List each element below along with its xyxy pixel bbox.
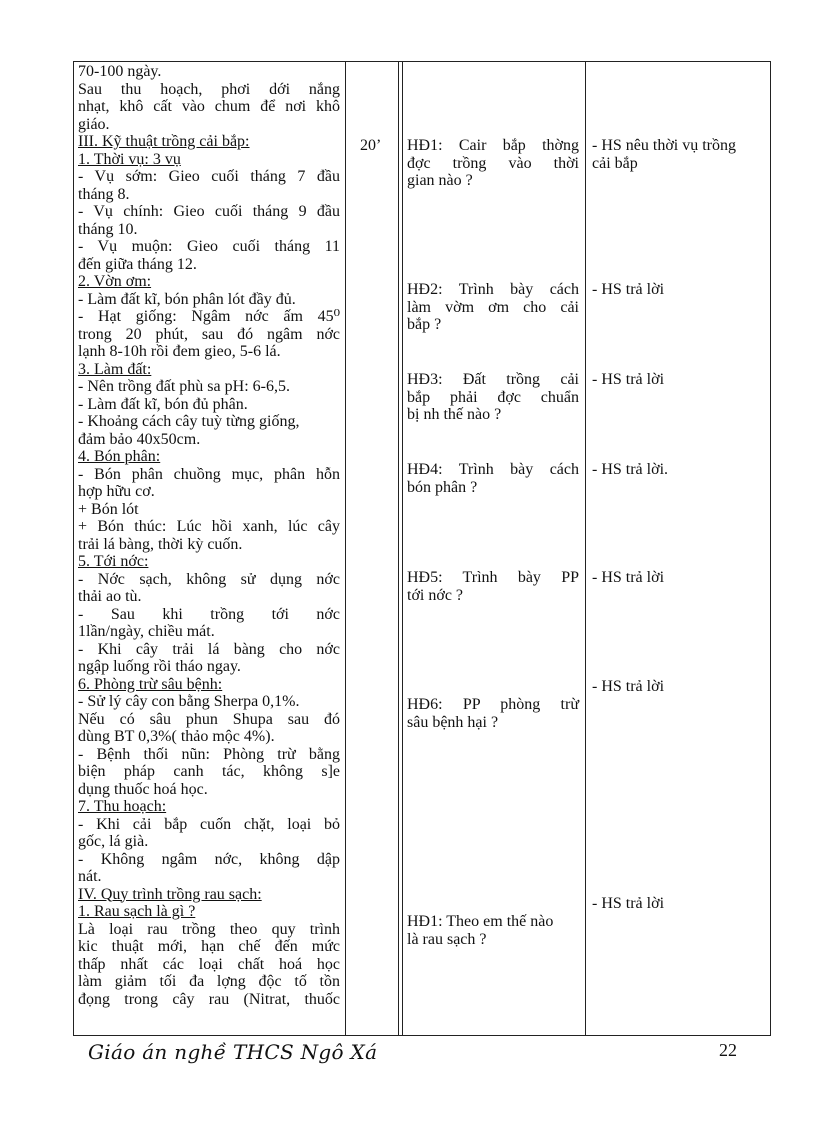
text-line: 1lần/ngày, chiều mát. [78,623,215,640]
section-heading: 1. Rau sạch là gì ? [78,903,196,920]
text-line: đảm bảo 40x50cm. [78,430,201,448]
text-line: 70-100 ngày. [78,63,162,80]
text-line: + Bón lót [78,500,139,518]
teacher-activity-1: HĐ1: Cair bắp thờng đợc trồng vào thời gian nào ? [407,137,579,189]
section-heading: 1. Thời vụ: 3 vụ [78,150,181,168]
text-line: giáo. [78,115,110,133]
text-line: kic thuật mới, hạn chế đến mức [78,938,340,955]
text-line: tháng 8. [78,185,130,203]
section-heading: 7. Thu hoạch: [78,798,167,815]
section-heading: III. Kỹ thuật trồng cải bắp: [78,133,250,150]
teacher-activity-2: HĐ2: Trình bày cách làm vờm ơm cho cải bắp ? [407,281,579,333]
column-divider [345,61,346,1036]
text-line: - Sau khi trồng tới nớc [78,605,340,623]
text-line: - Bệnh thối nũn: Phòng trừ bằng [78,745,340,763]
student-activity-4: - HS trả lời. [592,461,669,478]
text-line: - Không ngâm nớc, không dập [78,850,340,868]
teacher-activity-4: HĐ4: Trình bày cách bón phân ? [407,461,579,496]
text-line: lạnh 8-10h rồi đem gieo, 5-6 lá. [78,343,281,360]
text-line: trải lá bàng, thời kỳ cuốn. [78,535,243,553]
text-line: dụng thuốc hoá học. [78,780,208,798]
text-line: tháng 10. [78,220,138,238]
text-line: - Bón phân chuồng mục, phân hỗn [78,465,340,483]
text-line: - Hạt giống: Ngâm nớc ấm 45⁰ [78,308,340,325]
text-line: - Khoảng cách cây tuỳ từng giống, [78,413,300,430]
text-line: - Khi cải bắp cuốn chặt, loại bỏ [78,815,340,833]
column-divider [398,61,399,1036]
text-line: nát. [78,868,102,885]
column-divider [402,61,403,1036]
student-activity-3: - HS trả lời [592,371,665,388]
text-line: nhạt, khô cất vào chum để nơi khô [78,98,340,115]
teacher-activity-5: HĐ5: Trình bày PP tới nớc ? [407,569,579,604]
text-line: thải ao tù. [78,588,142,605]
content-column [78,63,340,1033]
text-line: - Làm đất kĩ, bón đủ phân. [78,395,248,413]
text-line: thấp nhất các loại chất hoá học [78,955,340,973]
section-heading: 6. Phòng trừ sâu bệnh: [78,675,223,693]
text-line: - Sử lý cây con bằng Sherpa 0,1%. [78,693,300,710]
text-line: - Khi cây trải lá bàng cho nớc [78,640,340,658]
time-label: 20’ [360,137,382,154]
teacher-activity-7: HĐ1: Theo em thế nào là rau sạch ? [407,913,554,948]
student-activity-2: - HS trả lời [592,281,665,298]
column-divider [585,61,586,1036]
text-line: - Vụ muộn: Gieo cuối tháng 11 [78,238,340,255]
text-line: gốc, lá già. [78,833,149,850]
text-line: - Làm đất kĩ, bón phân lót đầy đủ. [78,290,296,308]
teacher-activity-3: HĐ3: Đất trồng cải bắp phải đợc chuẩn bị nh thế nào ? [407,371,579,423]
text-line: dùng BT 0,3%( thảo mộc 4%). [78,728,275,745]
student-activity-5: - HS trả lời [592,569,665,586]
section-heading: 3. Làm đất: [78,360,152,378]
text-line: Là loại rau trồng theo quy trình [78,920,340,938]
text-line: - Nớc sạch, không sử dụng nớc [78,570,340,588]
text-line: hợp hữu cơ. [78,483,155,500]
page-number: 22 [719,1040,737,1060]
section-heading: 4. Bón phân: [78,448,161,465]
text-line: làm giảm tối đa lợng độc tố tồn [78,973,340,990]
text-line: - Vụ chính: Gieo cuối tháng 9 đầu [78,203,340,220]
text-line: đến giữa tháng 12. [78,255,197,273]
text-line: - Vụ sớm: Gieo cuối tháng 7 đầu [78,168,340,185]
text-line: biện pháp canh tác, không s]e [78,763,340,780]
footer-title: Giáo án nghề THCS Ngô Xá [88,1040,378,1064]
text-line: ngập luống rồi tháo ngay. [78,658,241,675]
student-activity-1: - HS nêu thời vụ trồng cải bắp [592,137,737,172]
student-activity-6: - HS trả lời [592,678,665,695]
text-line: + Bón thúc: Lúc hồi xanh, lúc cây [78,518,340,535]
text-line: trong 20 phút, sau đó ngâm nớc [78,325,340,343]
text-line: đọng trong cây rau (Nitrat, thuốc [78,990,340,1008]
text-line: Nếu có sâu phun Shupa sau đó [78,710,340,728]
section-heading: 5. Tới nớc: [78,553,149,570]
text-line: Sau thu hoạch, phơi dới nắng [78,80,340,98]
section-heading: IV. Quy trình trồng rau sạch: [78,885,262,903]
section-heading: 2. Vờn ơm: [78,273,152,290]
teacher-activity-6: HĐ6: PP phòng trừ sâu bệnh hại ? [407,696,579,731]
student-activity-7: - HS trả lời [592,895,665,912]
text-line: - Nên trồng đất phù sa pH: 6-6,5. [78,378,290,395]
